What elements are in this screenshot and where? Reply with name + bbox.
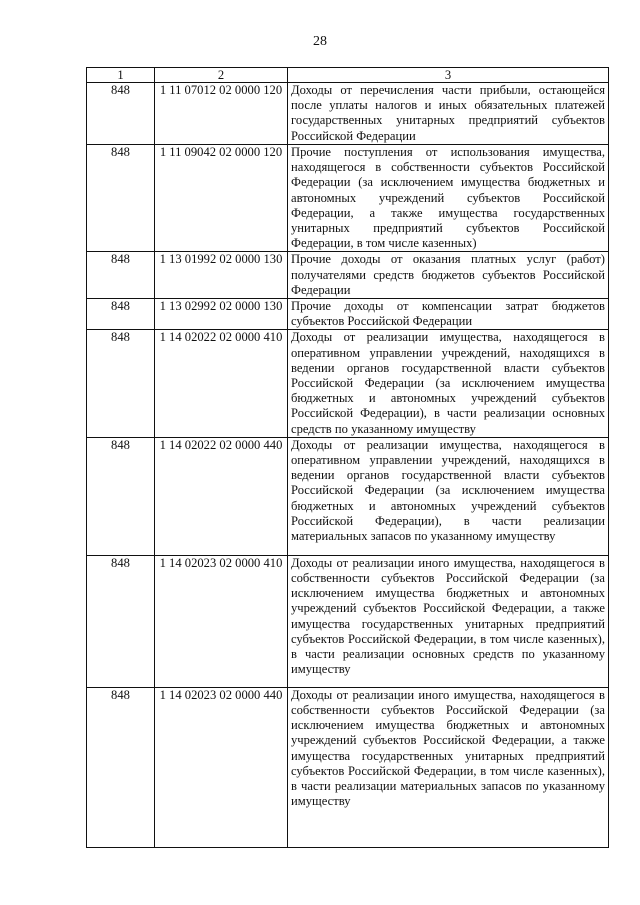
description-cell: Прочие поступления от использования имущества, находящегося в собственности субъектов Российской Федерации (за исключением имущества бюджетных и автономных учреждений субъектов Российской Федерации, а также имущества государственных унитарных предприятий субъектов Российской Федерации, в том числе казенных)	[288, 145, 609, 252]
admin-code-cell: 848	[87, 145, 155, 252]
table-row	[87, 252, 609, 299]
revenue-code-cell: 1 11 09042 02 0000 120	[155, 145, 288, 252]
description-cell: Прочие доходы от компенсации затрат бюджетов субъектов Российской Федерации	[288, 299, 609, 330]
revenue-code-cell: 1 13 01992 02 0000 130	[155, 252, 288, 299]
table-row	[87, 687, 609, 847]
description-cell: Доходы от реализации иного имущества, находящегося в собственности субъектов Российской Федерации (за исключением имущества бюджетных и автономных учреждений субъектов Российской Федерации, а также имущества государственных унитарных предприятий субъектов Российской Федерации, в том числе казенных), в части реализации основных средств по указанному имуществу	[288, 555, 609, 687]
table-header-row	[87, 68, 609, 83]
description-cell: Доходы от реализации имущества, находящегося в оперативном управлении учреждений, находящихся в ведении органов государственной власти субъектов Российской Федерации (за исключением имущества бюджетных и автономных учреждений субъектов Российской Федерации), в части реализации основных средств по указанному имуществу	[288, 330, 609, 437]
table-row	[87, 83, 609, 145]
table-row	[87, 145, 609, 252]
admin-code-cell: 848	[87, 330, 155, 437]
column-header-2: 2	[155, 68, 288, 83]
admin-code-cell: 848	[87, 299, 155, 330]
revenue-code-cell: 1 14 02022 02 0000 440	[155, 437, 288, 555]
description-cell: Прочие доходы от оказания платных услуг (работ) получателями средств бюджетов субъектов Российской Федерации	[288, 252, 609, 299]
description-cell: Доходы от перечисления части прибыли, остающейся после уплаты налогов и иных обязательных платежей государственных унитарных предприятий субъектов Российской Федерации	[288, 83, 609, 145]
table-row	[87, 437, 609, 555]
table-row	[87, 330, 609, 437]
admin-code-cell: 848	[87, 83, 155, 145]
admin-code-cell: 848	[87, 687, 155, 847]
admin-code-cell: 848	[87, 555, 155, 687]
column-header-1: 1	[87, 68, 155, 83]
column-header-3: 3	[288, 68, 609, 83]
table-row	[87, 555, 609, 687]
page-number: 28	[313, 34, 327, 49]
description-cell: Доходы от реализации иного имущества, находящегося в собственности субъектов Российской Федерации (за исключением имущества бюджетных и автономных учреждений субъектов Российской Федерации, а также имущества государственных унитарных предприятий субъектов Российской Федерации, в том числе казенных), в части реализации материальных запасов по указанному имуществу	[288, 687, 609, 847]
admin-code-cell: 848	[87, 437, 155, 555]
description-cell: Доходы от реализации имущества, находящегося в оперативном управлении учреждений, находящихся в ведении органов государственной власти субъектов Российской Федерации (за исключением имущества бюджетных и автономных учреждений субъектов Российской Федерации), в части реализации материальных запасов по указанному имуществу	[288, 437, 609, 555]
revenue-code-cell: 1 11 07012 02 0000 120	[155, 83, 288, 145]
admin-code-cell: 848	[87, 252, 155, 299]
revenue-code-cell: 1 14 02023 02 0000 410	[155, 555, 288, 687]
revenue-code-cell: 1 14 02023 02 0000 440	[155, 687, 288, 847]
revenue-code-cell: 1 13 02992 02 0000 130	[155, 299, 288, 330]
revenue-codes-table	[86, 67, 609, 848]
revenue-code-cell: 1 14 02022 02 0000 410	[155, 330, 288, 437]
table-row	[87, 299, 609, 330]
